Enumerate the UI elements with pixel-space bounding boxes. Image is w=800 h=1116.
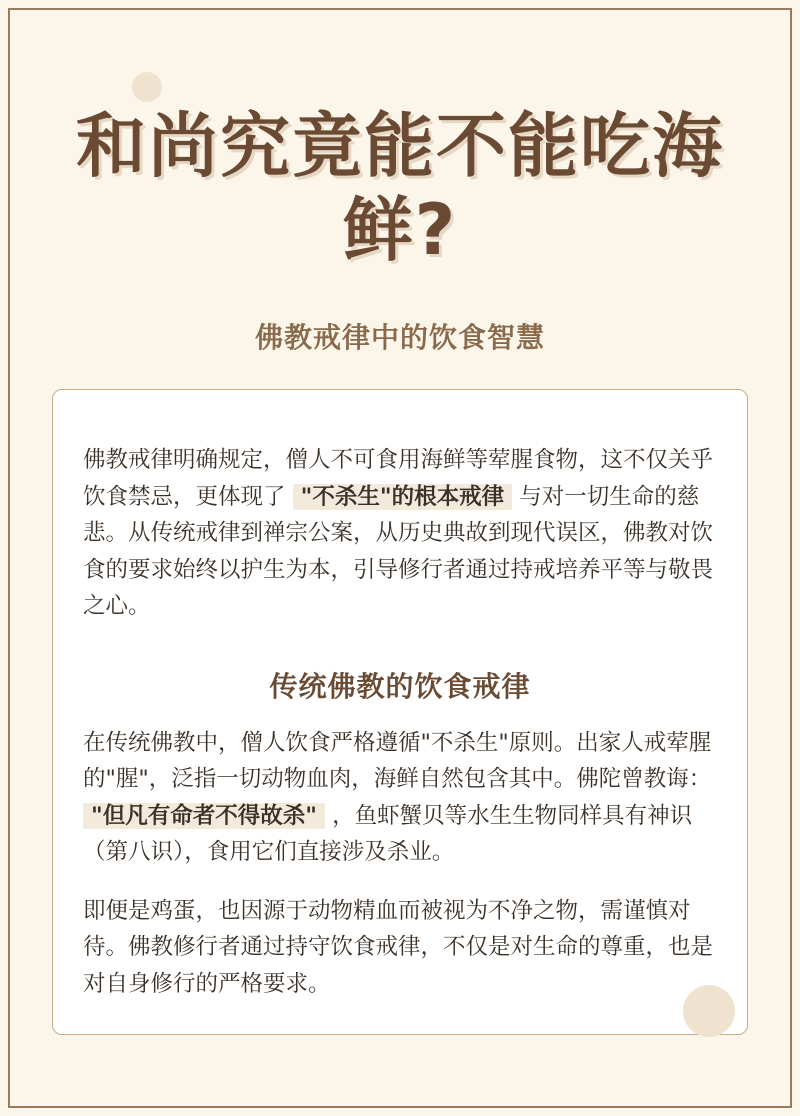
section-heading: 传统佛教的饮食戒律 (269, 669, 531, 703)
intro-highlight: "不杀生"的根本戒律 (293, 484, 512, 510)
section-para1-highlight: "但凡有命者不得故杀" (83, 803, 325, 829)
page-subtitle: 佛教戒律中的饮食智慧 (254, 321, 545, 354)
decorative-circle (132, 72, 162, 102)
section-para1-after: ，鱼虾蟹贝等水生生物同样具有神识（第八识），食用它们直接涉及杀业。 (83, 802, 693, 865)
title-line-1: 和尚究竟能不能吃海 (76, 105, 724, 187)
decorative-circle (683, 985, 735, 1037)
intro-text-after: 与对一切生命的慈悲。从传统戒律到禅宗公案，从历史典故到现代误区，佛教对饮食的要求始终以护生为本，引导修行者通过持戒培养平等与敬畏之心。 (83, 483, 714, 619)
section-paragraph-1 (83, 725, 717, 871)
section-para1-before: 在传统佛教中，僧人饮食严格遵循"不杀生"原则。出家人戒荤腥的"腥"，泛指一切动物血肉，海鲜自然包含其中。佛陀曾教诲： (83, 729, 712, 792)
intro-paragraph (83, 442, 717, 625)
content-card (52, 389, 748, 1035)
intro-text-before: 佛教戒律明确规定，僧人不可食用海鲜等荤腥食物，这不仅关乎饮食禁忌，更体现了 (83, 447, 714, 510)
title-line-2: 鲜? (342, 189, 458, 271)
page-title (40, 104, 760, 272)
section-paragraph-2: 即便是鸡蛋，也因源于动物精血而被视为不净之物，需谨慎对待。佛教修行者通过持守饮食戒律，不仅是对生命的尊重，也是对自身修行的严格要求。 (83, 897, 714, 997)
